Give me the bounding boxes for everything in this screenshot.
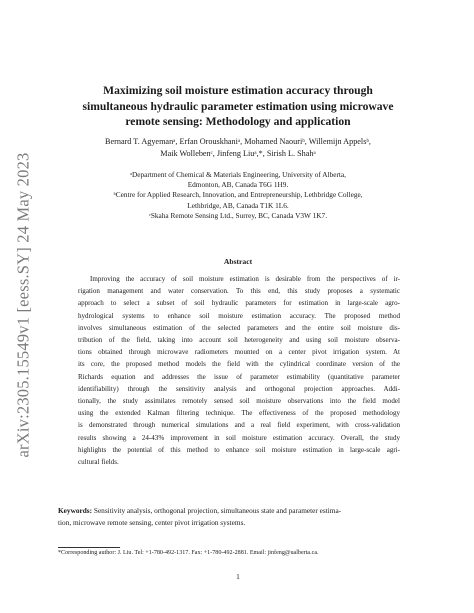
abstract-line: cultural fields.	[78, 458, 119, 467]
corresponding-author-footnote: *Corresponding author: J. Liu. Tel: +1-780-492-1317. Fax: +1-780-492-2881. Email: jinfeng@ualberta.ca.	[58, 550, 319, 556]
keywords-line-1	[58, 505, 418, 517]
abstract-line: highlights the potential of this method to enhance soil moisture estimation in large-scale agri-	[78, 445, 400, 454]
abstract-line: using the extended Kalman filtering technique. The effectiveness of the proposed methodology	[78, 409, 400, 418]
page-number: 1	[236, 572, 240, 581]
abstract-line: Improving the accuracy of soil moisture estimation is desirable from the perspectives of ir-	[90, 275, 400, 283]
abstract-line: rigation management and water conservation. To this end, this study proposes a systematic	[78, 287, 400, 296]
authors-line: Bernard T. Agyemanᵃ, Erfan Orouskhaniᵃ, Mohamed Naouriᵇ, Willemijn Appelsᵇ,	[105, 137, 371, 146]
abstract-line: involves simultaneous estimation of the selected parameters and the entire soil moisture dis-	[78, 323, 400, 332]
keywords-line-2: tion, microwave remote sensing, center pivot irrigation systems.	[58, 518, 246, 527]
affiliation-line: ᶜSkaha Remote Sensing Ltd., Surrey, BC, Canada V3W 1K7.	[148, 210, 328, 220]
keywords-section	[58, 505, 418, 529]
abstract-body	[78, 273, 400, 468]
abstract-line: its core, the proposed method models the field with the cylindrical coordinate version of the	[78, 360, 400, 369]
affiliation-line: ᵃDepartment of Chemical & Materials Engineering, University of Alberta,	[130, 170, 346, 179]
abstract-heading: Abstract	[223, 257, 253, 266]
abstract-line: identifiability) through the sensitivity analysis and orthogonal projection approaches. Addi-	[78, 384, 400, 393]
affiliation-line: Lethbridge, AB, Canada T1K 1L6.	[187, 200, 289, 210]
keywords-label: Keywords:	[58, 506, 93, 515]
affiliations	[58, 170, 418, 221]
arxiv-identifier: arXiv:2305.15549v1 [eess.SY] 24 May 2023	[13, 152, 32, 458]
arxiv-stamp	[10, 140, 36, 470]
authors-line: Maik Wollebenᶜ, Jinfeng Liuᵃ,*, Sirish L. Shahᵃ	[160, 148, 316, 158]
abstract-line: tionally, the study assimilates remotely sensed soil moisture observations into the field model	[78, 397, 400, 406]
abstract-line: is demonstrated through numerical simulations and a real field experiment, with cross-validation	[78, 421, 400, 430]
paper-page	[58, 0, 418, 613]
footnote-divider	[58, 547, 120, 548]
abstract-line: approach to select a subset of soil hydraulic parameters for estimation in large-scale agro-	[78, 299, 400, 308]
author-list	[58, 136, 418, 159]
abstract-line: hydrological systems to enhance soil moisture estimation accuracy. The proposed method	[78, 311, 400, 320]
abstract-line: Richards equation and addresses the issue of parameter estimability (quantitative parameter	[78, 372, 400, 381]
abstract-line: tions obtained through microwave radiometers mounted on a center pivot irrigation system. At	[78, 348, 400, 357]
abstract-line: results showing a 24-43% improvement in soil moisture estimation accuracy. Overall, the study	[78, 433, 400, 442]
paper-title	[58, 83, 418, 130]
abstract-line: tribution of the field, taking into account soil heterogeneity and using soil moisture observa-	[78, 336, 400, 345]
affiliation-line: ᵇCentre for Applied Research, Innovation, and Entrepreneurship, Lethbridge College,	[113, 190, 363, 200]
affiliation-line: Edmonton, AB, Canada T6G 1H9.	[187, 180, 289, 190]
title-line: simultaneous hydraulic parameter estimation using microwave	[82, 99, 394, 113]
title-line: remote sensing: Methodology and application	[125, 115, 351, 128]
title-line: Maximizing soil moisture estimation accuracy through	[103, 84, 373, 97]
keywords-text: Sensitivity analysis, orthogonal projection, simultaneous state and parameter estima-	[92, 506, 342, 515]
